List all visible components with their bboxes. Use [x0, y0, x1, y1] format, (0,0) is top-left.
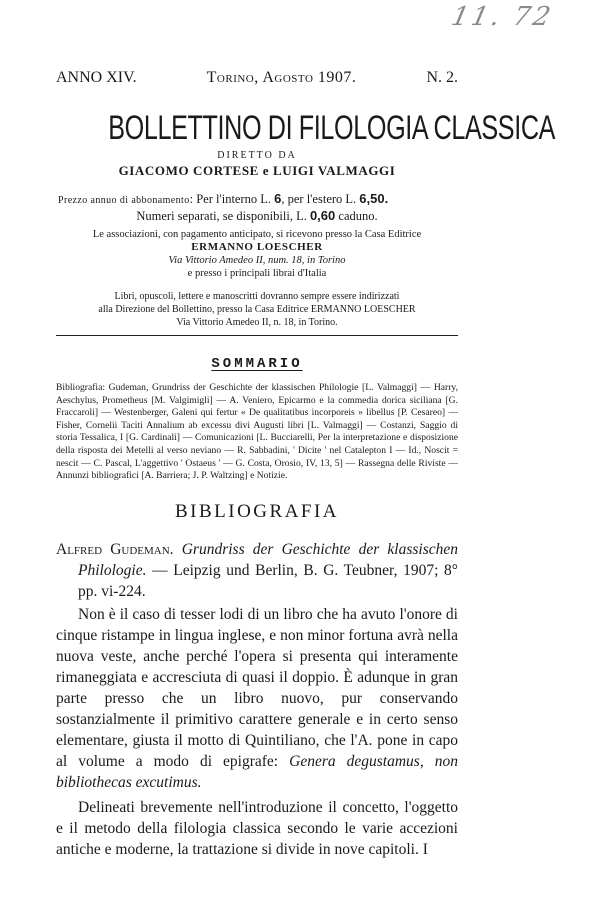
price-domestic: 6	[274, 191, 282, 206]
summary-text: Bibliografia: Gudeman, Grundriss der Geschichte der klassischen Philologie [L. Valmaggi] — Harry, Aeschylus, Prometheus [M. Valgimigli] — A. Veniero, Epicarmo e la commedia dorica siciliana [G. Fraccaroli] — Westenberger, Galeni qui fertur « De qualitatibus incorporeis » libellus [P. Cesareo] — Fisher, Cornelii Taciti Annalium ab excessu divi Augusti libri [L. Valmaggi] — Costanzi, Saggio di storia Tessalica, I [G. Cardinali] — Comunicazioni [L. Bucciarelli, Per la interpretazione e disposizione della risposta dei Metelli al verso neviano — R. Sabbadini, ' Dicite ' nel Catalepton I — Id., Noscit = nescit — C. Pascal, L'aggettivo ' Ostaeus ' — G. Costa, Orosio, IV, 13, 5] — Rassegna delle Riviste — Annunzi bibliografici [A. Barriera; J. P. Waltzing] e Notizie.	[56, 382, 458, 482]
quintilian-motto: Genera degustamus, non bibliothecas excutimus.	[56, 752, 458, 791]
publisher-name: ERMANNO LOESCHER	[191, 241, 323, 253]
subscription-price	[56, 191, 458, 208]
subscription-label: Prezzo annuo di abbonamento	[58, 195, 190, 206]
reference-imprint: — Leipzig und Berlin, B. G. Teubner, 1907; 8° pp. vi-224.	[78, 561, 458, 600]
review-reference	[56, 539, 458, 602]
correspondence-note	[56, 290, 458, 329]
single-issue-text-b: caduno.	[335, 209, 378, 223]
section-heading: BIBLIOGRAFIA	[174, 500, 340, 522]
publisher-address: Via Vittorio Amedeo II, num. 18, in Torino	[168, 255, 346, 266]
subscription-note: Le associazioni, con pagamento anticipato, si ricevono presso la Casa Editrice	[92, 229, 422, 240]
handwritten-shelfmark: 11. 72	[448, 2, 556, 32]
issue-header	[56, 68, 458, 88]
paragraph-1	[56, 604, 458, 793]
price-foreign: 6,50.	[359, 191, 389, 206]
reference-author: Alfred Gudeman.	[56, 540, 174, 558]
single-issue-amount: 0,60	[309, 208, 336, 223]
price-text-a: : Per l'interno L.	[189, 192, 275, 206]
correspondence-line-3: Via Vittorio Amedeo II, n. 18, in Torino.	[176, 317, 338, 328]
issue-number: N. 2.	[426, 69, 458, 86]
document-page	[56, 68, 556, 860]
summary-heading: SOMMARIO	[211, 356, 303, 372]
correspondence-line-2: alla Direzione del Bollettino, presso la Casa Editrice ERMANNO LOESCHER	[98, 304, 416, 315]
single-issue-price	[56, 208, 458, 224]
paragraph-1-text: Non è il caso di tesser lodi di un libro che ha avuto l'onore di cinque ristampe in lingua inglese, e non minor fortuna avrà nella nuova veste, anche perché l'opera si presenta qui interamente rimaneggiata e accresciuta di quasi il doppio. È adunque in gran parte presso che un libro nuovo, pur conservando sostanzialmente il primitivo carattere generale e in certo senso elementare, giusta il motto di Quintiliano, che l'A. pone in capo al volume a modo di epigrafe:	[56, 605, 458, 770]
paragraph-2: Delineati brevemente nell'introduzione il concetto, l'oggetto e il metodo della filologia classica secondo le varie accezioni antiche e moderne, la trattazione si divide in nove capitoli. I	[56, 798, 458, 858]
editors: GIACOMO CORTESE e LUIGI VALMAGGI	[118, 163, 396, 178]
booksellers-note: e presso i principali librai d'Italia	[187, 268, 327, 279]
divider-rule	[56, 335, 458, 336]
subscription-info	[56, 228, 458, 280]
reference-title: Grundriss der Geschichte der klassischen Philologie.	[78, 540, 459, 579]
journal-title: BOLLETTINO DI FILOLOGIA CLASSICA	[108, 109, 556, 147]
directed-by-label: DIRETTO DA	[217, 150, 297, 161]
correspondence-line-1: Libri, opuscoli, lettere e manoscritti dovranno sempre essere indirizzati	[114, 291, 400, 302]
review-body	[56, 604, 458, 860]
volume-year: ANNO XIV.	[56, 69, 137, 86]
price-text-b: , per l'estero L.	[281, 192, 360, 206]
place-date: Torino, Agosto 1907.	[206, 69, 357, 86]
single-issue-text-a: Numeri separati, se disponibili, L.	[136, 209, 310, 223]
